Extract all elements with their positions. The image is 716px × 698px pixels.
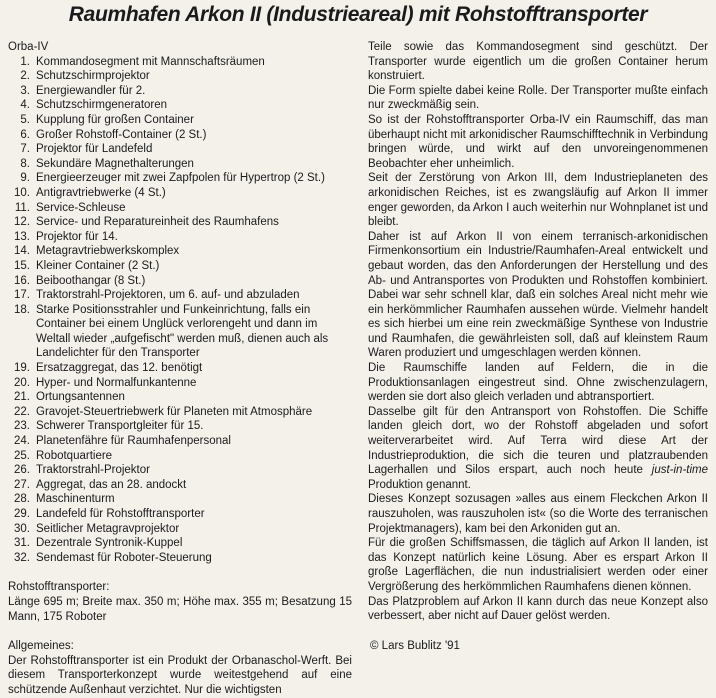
specs-text: Länge 695 m; Breite max. 350 m; Höhe max. 355 m; Besatzung 15 Mann, 175 Roboter	[8, 595, 352, 623]
paragraph: Die Form spielte dabei keine Rolle. Der Transporter mußte einfach nur zweckmäßig sein.	[368, 84, 708, 112]
legend-number: 2.	[20, 70, 30, 83]
legend-text: Traktorstrahl-Projektor	[36, 464, 150, 477]
legend-item	[8, 492, 352, 507]
legend-number: 21.	[14, 391, 30, 404]
legend-number: 12.	[14, 216, 30, 229]
legend-number: 4.	[20, 99, 30, 112]
legend-number: 3.	[20, 84, 30, 97]
legend-item	[8, 449, 352, 464]
legend-item	[8, 84, 352, 99]
page-title: Raumhafen Arkon II (Industrieareal) mit Rohstofftransporter	[68, 3, 648, 26]
legend-item	[8, 157, 352, 172]
right-column	[368, 40, 708, 624]
legend-item	[8, 186, 352, 201]
legend-number: 32.	[14, 551, 30, 564]
legend-item	[8, 390, 352, 405]
legend-number: 24.	[14, 435, 30, 448]
left-column	[8, 40, 352, 698]
legend-text: Planetenfähre für Raumhafenpersonal	[36, 435, 231, 448]
legend-number: 9.	[20, 172, 30, 185]
legend-number: 19.	[14, 362, 30, 375]
legend-number: 6.	[20, 128, 30, 141]
legend-text: Projektor für 14.	[36, 230, 118, 243]
paragraph-tail: Produktion genannt.	[368, 478, 471, 491]
legend-item	[8, 405, 352, 420]
legend-text: Maschinenturm	[36, 493, 115, 506]
legend-text: Service-Schleuse	[36, 201, 126, 214]
legend-text: Service- und Reparatureinheit des Raumhafens	[36, 216, 279, 229]
legend-item	[8, 303, 352, 361]
legend-item	[8, 419, 352, 434]
paragraph: Das Platzproblem auf Arkon II kann durch das neue Konzept also verbessert, aber nicht auf Dauer gelöst werden.	[368, 595, 708, 623]
legend-item	[8, 361, 352, 376]
legend-text: Robotquartiere	[36, 449, 113, 462]
legend-item	[8, 463, 352, 478]
paragraph-italic-mix	[368, 405, 708, 493]
legend-text: Kupplung für großen Container	[36, 113, 194, 126]
legend-number: 31.	[14, 537, 30, 550]
italic-phrase: just-in-time	[651, 464, 708, 477]
legend-item	[8, 376, 352, 391]
legend-item	[8, 171, 352, 186]
specs-heading: Rohstofftransporter:	[8, 581, 110, 594]
legend-item	[8, 230, 352, 245]
legend-number: 10.	[14, 186, 30, 199]
legend-text: Sekundäre Magnethalterungen	[36, 157, 194, 170]
legend-item	[8, 113, 352, 128]
legend-list	[8, 55, 352, 566]
legend-text: Dezentrale Syntronik-Kuppel	[36, 537, 183, 550]
legend-number: 28.	[14, 493, 30, 506]
legend-text: Schutzschirmgeneratoren	[36, 99, 168, 112]
legend-item	[8, 215, 352, 230]
legend-heading: Orba-IV	[8, 41, 49, 53]
legend-text: Schutzschirmprojektor	[36, 70, 150, 83]
legend-number: 16.	[14, 274, 30, 287]
legend-number: 27.	[14, 478, 30, 491]
legend-item	[8, 478, 352, 493]
legend-item	[8, 536, 352, 551]
legend-text: Energiewandler für 2.	[36, 84, 146, 97]
legend-number: 15.	[14, 259, 30, 272]
legend-number: 30.	[14, 522, 30, 535]
legend-text: Starke Positionsstrahler und Funkeinrichtung, falls ein Container bei einem Unglück verlorengeht und dann im Weltall wieder „aufgefischt" werden muß, dienen auch als Landelichter für den Transporter	[36, 303, 329, 360]
legend-number: 23.	[14, 420, 30, 433]
legend-number: 22.	[14, 405, 30, 418]
paragraph: Daher ist auf Arkon II von einem terranisch-arkonidischen Firmenkonsortium ein Industrie/Raumhafen-Areal entwickelt und gebaut worden, das den Anforderungen der Herstellung und des Ab- und Antransportes von Produkten und Rohstoffen kombiniert. Dabei war sehr schnell klar, daß ein solches Areal nicht mehr wie ein herkömmlicher Raumhafen aussehen würde. Vielmehr handelt es sich hierbei um eine rein zweckmäßige Synthese von Industrie und Raumhafen, die gewährleisten soll, daß auf kleinstem Raum Waren produziert und umgeschlagen werden können.	[368, 230, 708, 360]
legend-item	[8, 55, 352, 70]
legend-text: Sendemast für Roboter-Steuerung	[36, 551, 212, 564]
legend-text: Gravojet-Steuertriebwerk für Planeten mit Atmosphäre	[36, 405, 313, 418]
legend-number: 26.	[14, 464, 30, 477]
legend-text: Kleiner Container (2 St.)	[36, 259, 160, 272]
legend-text: Antigravtriebwerke (4 St.)	[36, 186, 166, 199]
legend-text: Seitlicher Metagravprojektor	[36, 522, 180, 535]
legend-item	[8, 259, 352, 274]
legend-number: 14.	[14, 245, 30, 258]
legend-item	[8, 274, 352, 289]
legend-text: Energieerzeuger mit zwei Zapfpolen für Hypertrop (2 St.)	[36, 172, 325, 185]
legend-item	[8, 434, 352, 449]
legend-item	[8, 201, 352, 216]
legend-number: 20.	[14, 376, 30, 389]
legend-item	[8, 128, 352, 143]
paragraph: Seit der Zerstörung von Arkon III, dem Industrieplaneten des arkonidischen Reiches, ist es zwangsläufig auf Arkon II immer enger geworden, da Arkon I auch weiterhin nur Wohnplanet ist und bleibt.	[368, 172, 708, 229]
legend-item	[8, 244, 352, 259]
legend-text: Ortungsantennen	[36, 391, 125, 404]
paragraph: Dieses Konzept sozusagen »alles aus einem Fleckchen Arkon II rauszuholen, was rauszuholen ist« (so die Worte des terranischen Projektmanagers), kam bei den Arkoniden gut an.	[368, 493, 708, 535]
legend-number: 8.	[20, 157, 30, 170]
legend-text: Beiboothangar (8 St.)	[36, 274, 146, 287]
legend-number: 13.	[14, 230, 30, 243]
legend-text: Landefeld für Rohstofftransporter	[36, 508, 205, 520]
legend-number: 17.	[14, 289, 30, 302]
legend-item	[8, 98, 352, 113]
paragraph: Teile sowie das Kommandosegment sind geschützt. Der Transporter wurde eigentlich um die großen Container herum konstruiert.	[368, 41, 708, 83]
paragraph-text: Dasselbe gilt für den Antransport von Rohstoffen. Die Schiffe landen gleich dort, wo der Rohstoff abgeladen und sofort weiterverarbeitet wird. Auf Terra wird diese Art der Industrieproduktion, die sich die teuren und platzraubenden Lagerhallen und Silos erspart, auch noch heute	[368, 405, 708, 477]
legend-number: 29.	[14, 508, 30, 520]
general-text: Der Rohstofftransporter ist ein Produkt der Orbanaschol-Werft. Bei diesem Transporterkonzept wurde weitestgehend auf eine schützende Außenhaut verzichtet. Nur die wichtigsten	[8, 654, 352, 696]
legend-number: 7.	[20, 143, 30, 156]
legend-number: 5.	[20, 113, 30, 126]
legend-item	[8, 507, 352, 522]
legend-item	[8, 69, 352, 84]
legend-number: 11.	[14, 201, 30, 214]
legend-number: 18.	[14, 303, 30, 316]
legend-item	[8, 522, 352, 537]
copyright-note: © Lars Bublitz '91	[370, 640, 460, 652]
legend-text: Metagravtriebwerkskomplex	[36, 245, 180, 258]
legend-text: Großer Rohstoff-Container (2 St.)	[36, 128, 207, 141]
legend-text: Ersatzaggregat, das 12. benötigt	[36, 362, 203, 375]
paragraph: Für die großen Schiffsmassen, die täglich auf Arkon II landen, ist das Konzept natürlich keine Lösung. Aber es erspart Arkon II große Lagerflächen, die nun industrialisiert werden oder einer Vergrößerung des herkömmlichen Raumhafens dienen können.	[368, 537, 708, 593]
legend-text: Kommandosegment mit Mannschaftsräumen	[36, 55, 265, 68]
legend-text: Traktorstrahl-Projektoren, um 6. auf- und abzuladen	[36, 289, 300, 302]
legend-text: Projektor für Landefeld	[36, 143, 153, 156]
legend-text: Hyper- und Normalfunkantenne	[36, 376, 197, 389]
legend-item	[8, 288, 352, 303]
legend-text: Aggregat, das an 28. andockt	[36, 478, 187, 491]
legend-number: 1.	[20, 55, 30, 68]
legend-text: Schwerer Transportgleiter für 15.	[36, 420, 204, 433]
general-heading: Allgemeines:	[8, 640, 74, 653]
legend-item	[8, 551, 352, 566]
legend-number: 25.	[14, 449, 30, 462]
legend-item	[8, 142, 352, 157]
paragraph: Die Raumschiffe landen auf Feldern, die in die Produktionsanlagen eingestreut sind. Ohne zwischenzulagern, werden sie dort also gleich verladen und abtransportiert.	[368, 362, 708, 404]
paragraph: So ist der Rohstofftransporter Orba-IV ein Raumschiff, das man überhaupt nicht mit arkonidischer Raumschifftechnik in Verbindung bringen würde, und wirkt auf den unvoreingenommenen Beobachter eher unheimlich.	[368, 113, 708, 170]
